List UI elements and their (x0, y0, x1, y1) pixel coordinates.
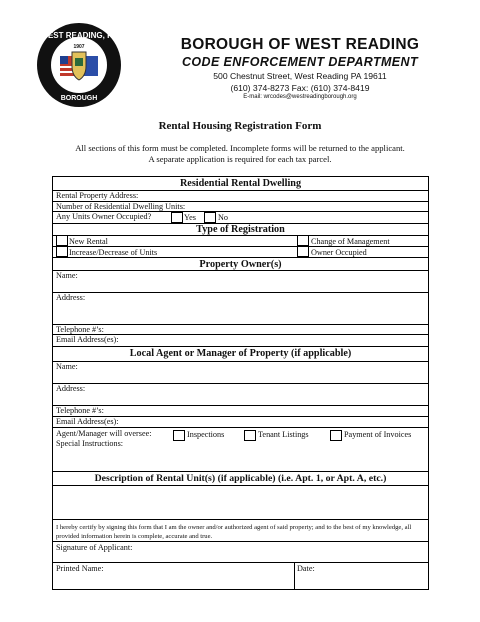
registration-row-1 (53, 236, 428, 247)
change-management-checkbox[interactable] (297, 235, 309, 246)
owner-occupied-question: Any Units Owner Occupied? (56, 212, 152, 221)
no-label: No (218, 213, 229, 222)
payment-invoices-label: Payment of Invoices (344, 430, 412, 439)
agent-email-label: Email Address(es): (56, 417, 119, 426)
instruction-line-2: A separate application is required for each tax parcel. (148, 153, 332, 164)
department-name: CODE ENFORCEMENT DEPARTMENT (181, 55, 419, 69)
borough-seal-logo (36, 22, 122, 108)
new-rental-checkbox[interactable] (56, 235, 68, 246)
agent-address-label: Address: (56, 384, 86, 393)
owner-telephone-field[interactable] (53, 325, 428, 335)
instruction-line-1: All sections of this form must be completed. Incomplete forms will be returned to the applicant. (75, 143, 405, 153)
signature-field[interactable] (53, 542, 428, 563)
seal-year: 1907 (73, 44, 85, 50)
seal-top-text: WEST READING, PA (40, 31, 118, 40)
tenant-listings-checkbox[interactable] (244, 430, 256, 441)
yes-checkbox[interactable] (171, 212, 183, 223)
org-name: BOROUGH OF WEST READING (180, 36, 420, 53)
increase-decrease-checkbox[interactable] (56, 246, 68, 257)
agent-email-field[interactable] (53, 417, 428, 428)
tenant-listings-label: Tenant Listings (258, 430, 309, 439)
dwelling-heading: Residential Rental Dwelling (53, 177, 428, 191)
owner-address-field[interactable] (53, 293, 428, 325)
units-description-field[interactable] (53, 486, 428, 520)
organization-header (150, 36, 450, 100)
rental-address-label: Rental Property Address: (56, 191, 139, 200)
no-checkbox[interactable] (204, 212, 216, 223)
agent-name-label: Name: (56, 362, 78, 371)
inspections-label: Inspections (187, 430, 225, 439)
org-phones: (610) 374-8273 Fax: (610) 374-8419 (230, 83, 370, 93)
special-instructions-label: Special Instructions: (56, 439, 124, 448)
printed-name-row (53, 563, 428, 590)
units-label: Number of Residential Dwelling Units: (56, 202, 186, 211)
change-management-label: Change of Management (311, 237, 390, 246)
agent-telephone-field[interactable] (53, 406, 428, 417)
owner-telephone-label: Telephone #’s: (56, 325, 104, 334)
seal-bottom-text: BOROUGH (60, 95, 98, 102)
certification-row (53, 520, 428, 542)
owner-occupied-label: Owner Occupied (311, 248, 367, 257)
org-email: E-mail: wrcodes@westreadingborough.org (243, 94, 357, 100)
agent-address-field[interactable] (53, 384, 428, 406)
agent-heading: Local Agent or Manager of Property (if applicable) (53, 347, 428, 362)
instructions (0, 143, 480, 164)
registration-heading: Type of Registration (53, 224, 428, 236)
owner-email-field[interactable] (53, 335, 428, 347)
date-label: Date: (297, 564, 315, 573)
owner-address-label: Address: (56, 293, 86, 302)
form-title: Rental Housing Registration Form (158, 120, 322, 132)
increase-decrease-label: Increase/Decrease of Units (69, 248, 158, 257)
owner-occupied-checkbox[interactable] (297, 246, 309, 257)
org-address: 500 Chestnut Street, West Reading PA 19611 (213, 71, 387, 81)
units-field[interactable] (53, 202, 428, 212)
signature-label: Signature of Applicant: (56, 543, 133, 552)
agent-name-field[interactable] (53, 362, 428, 384)
payment-invoices-checkbox[interactable] (330, 430, 342, 441)
owner-email-label: Email Address(es): (56, 335, 119, 344)
owner-name-field[interactable] (53, 271, 428, 293)
registration-form (52, 176, 429, 590)
agent-telephone-label: Telephone #’s: (56, 406, 104, 415)
units-description-heading: Description of Rental Unit(s) (if applicable) (i.e. Apt. 1, or Apt. A, etc.) (53, 472, 428, 486)
rental-address-field[interactable] (53, 191, 428, 202)
agent-oversee-row (53, 428, 428, 472)
owner-heading: Property Owner(s) (53, 258, 428, 271)
registration-row-2 (53, 247, 428, 258)
certification-text: I hereby certify by signing this form that I am the owner and/or authorized agent of said property; and to the best of my knowledge, all provided information herein is complete, accurate and true. (56, 524, 412, 540)
owner-occupied-row (53, 212, 428, 224)
owner-name-label: Name: (56, 271, 78, 280)
yes-label: Yes (184, 213, 196, 222)
new-rental-label: New Rental (69, 237, 108, 246)
oversee-label: Agent/Manager will oversee: (56, 429, 152, 438)
inspections-checkbox[interactable] (173, 430, 185, 441)
printed-date-divider (294, 563, 295, 590)
printed-name-label: Printed Name: (56, 564, 104, 573)
